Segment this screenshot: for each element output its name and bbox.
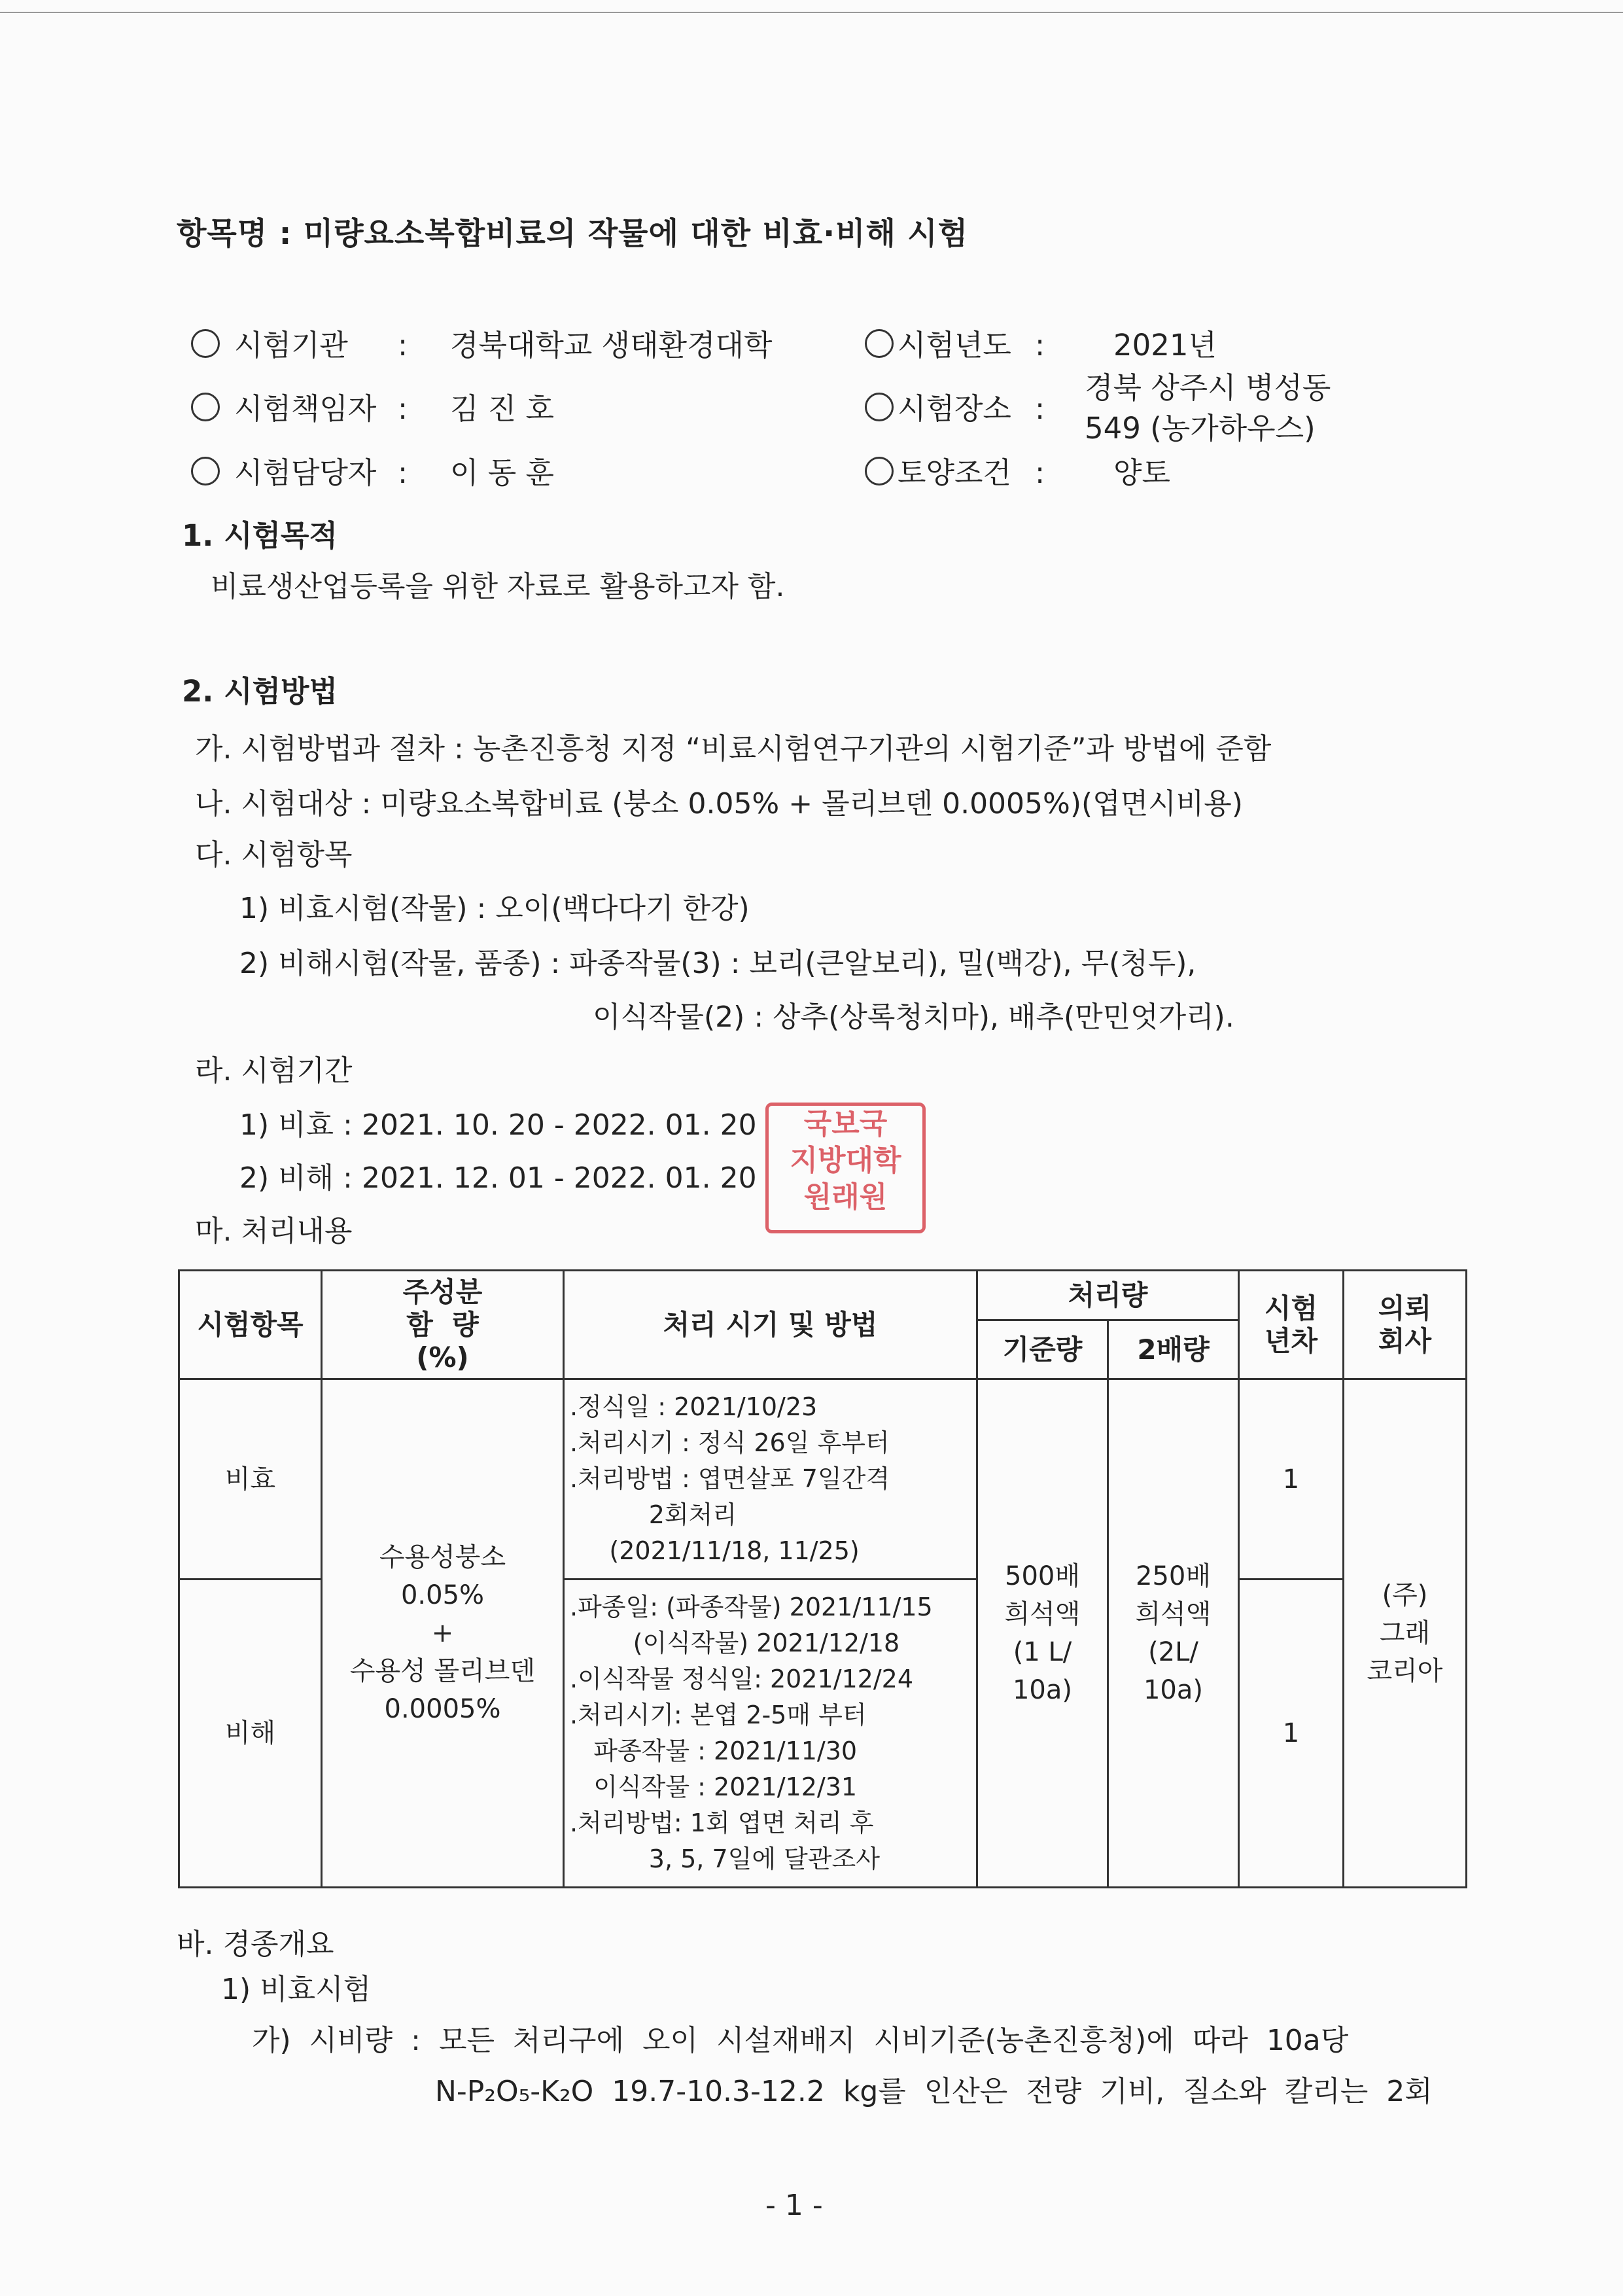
cultivation-efficacy: 1) 비효시험 [221,1973,372,2006]
method-da-2b: 이식작물(2) : 상추(상록청치마), 배추(만민엇가리). [593,1000,1234,1034]
header-test-item: 시험항목 [179,1271,322,1379]
info-year: 시험년도 : 2021년 [865,325,1217,366]
header-ingredient: 주성분 함 량 (%) [322,1271,564,1379]
standard-amount-value: 500배 희석액 (1 L/ 10a) [977,1379,1108,1888]
info-location-value: 경북 상주시 병성동 549 (농가하우스) [1085,370,1331,446]
method-da: 다. 시험항목 [195,838,353,872]
info-institution: 시험기관 : 경북대학교 생태환경대학 [191,325,772,366]
header-double-amount: 2배량 [1108,1320,1239,1379]
circle-bullet-icon [865,329,894,358]
page-number: - 1 - [765,2189,823,2222]
circle-bullet-icon [865,393,894,421]
injury-method: .파종일: (파종작물) 2021/11/15 (이식작물) 2021/12/18 .이식작물 정식일: 2021/12/24 .처리시기: 본엽 2-5매 부터 파종작물 : 2021/11/30 이식작물 : 2021/12/31 .처리방법: 1회 엽면 처리 후 3, 5, 7일에 달관조사 [564,1580,977,1888]
purpose-text: 비료생산업등록을 위한 자료로 활용하고자 함. [211,570,785,603]
circle-bullet-icon [191,457,220,486]
document-title: 항목명 : 미량요소복합비료의 작물에 대한 비효·비해 시험 [177,216,969,252]
info-chief: 시험책임자 : 김 진 호 [191,389,554,429]
double-amount-value: 250배 희석액 (2L/ 10a) [1108,1379,1239,1888]
top-border-line [0,12,1623,13]
circle-bullet-icon [865,457,894,486]
ingredient-content: 수용성붕소 0.05% + 수용성 몰리브덴 0.0005% [322,1379,564,1888]
treatment-table [178,1269,1467,1888]
info-soil: 토양조건 : 양토 [865,453,1170,493]
header-amount: 처리량 [977,1271,1239,1320]
injury-year: 1 [1239,1580,1344,1888]
fertilizer-amount-line1: 가) 시비량 : 모든 처리구에 오이 시설재배지 시비기준(농촌진흥청)에 따라 10a당 [252,2024,1349,2057]
circle-bullet-icon [191,393,220,421]
method-ra: 라. 시험기간 [195,1054,353,1087]
info-location: 시험장소 : [865,389,1113,429]
header-company: 의뢰 회사 [1344,1271,1467,1379]
fertilizer-amount-line2: N-P₂O₅-K₂O 19.7-10.3-12.2 kg를 인산은 전량 기비, 질소와 칼리는 2회 [435,2075,1433,2108]
row-efficacy-item: 비효 [179,1379,322,1580]
header-method: 처리 시기 및 방법 [564,1271,977,1379]
official-seal-stamp: 국보국 지방대학 원래원 [765,1103,926,1233]
method-ga: 가. 시험방법과 절차 : 농촌진흥청 지정 “비료시험연구기관의 시험기준”과 방법에 준함 [195,732,1272,766]
circle-bullet-icon [191,329,220,358]
method-ra-1: 1) 비효 : 2021. 10. 20 - 2022. 01. 20 [239,1108,757,1142]
section-heading-method: 2. 시험방법 [182,674,338,709]
header-standard-amount: 기준량 [977,1320,1108,1379]
cultivation-heading: 바. 경종개요 [177,1928,334,1961]
method-ma: 마. 처리내용 [195,1214,353,1248]
method-ra-2: 2) 비해 : 2021. 12. 01 - 2022. 01. 20 [239,1161,757,1195]
method-da-1: 1) 비효시험(작물) : 오이(백다다기 한강) [239,892,750,925]
row-injury-item: 비해 [179,1580,322,1888]
efficacy-year: 1 [1239,1379,1344,1580]
company-name: (주) 그래 코리아 [1344,1379,1467,1888]
method-da-2: 2) 비해시험(작물, 품종) : 파종작물(3) : 보리(큰알보리), 밀(백강), 무(청두), [239,947,1196,980]
info-manager: 시험담당자 : 이 동 훈 [191,453,554,493]
method-na: 나. 시험대상 : 미량요소복합비료 (붕소 0.05% + 몰리브덴 0.0005%)(엽면시비용) [195,787,1243,821]
efficacy-method: .정식일 : 2021/10/23 .처리시기 : 정식 26일 후부터 .처리방법 : 엽면살포 7일간격 2회처리 (2021/11/18, 11/25) [564,1379,977,1580]
header-test-year: 시험 년차 [1239,1271,1344,1379]
section-heading-purpose: 1. 시험목적 [182,518,338,553]
